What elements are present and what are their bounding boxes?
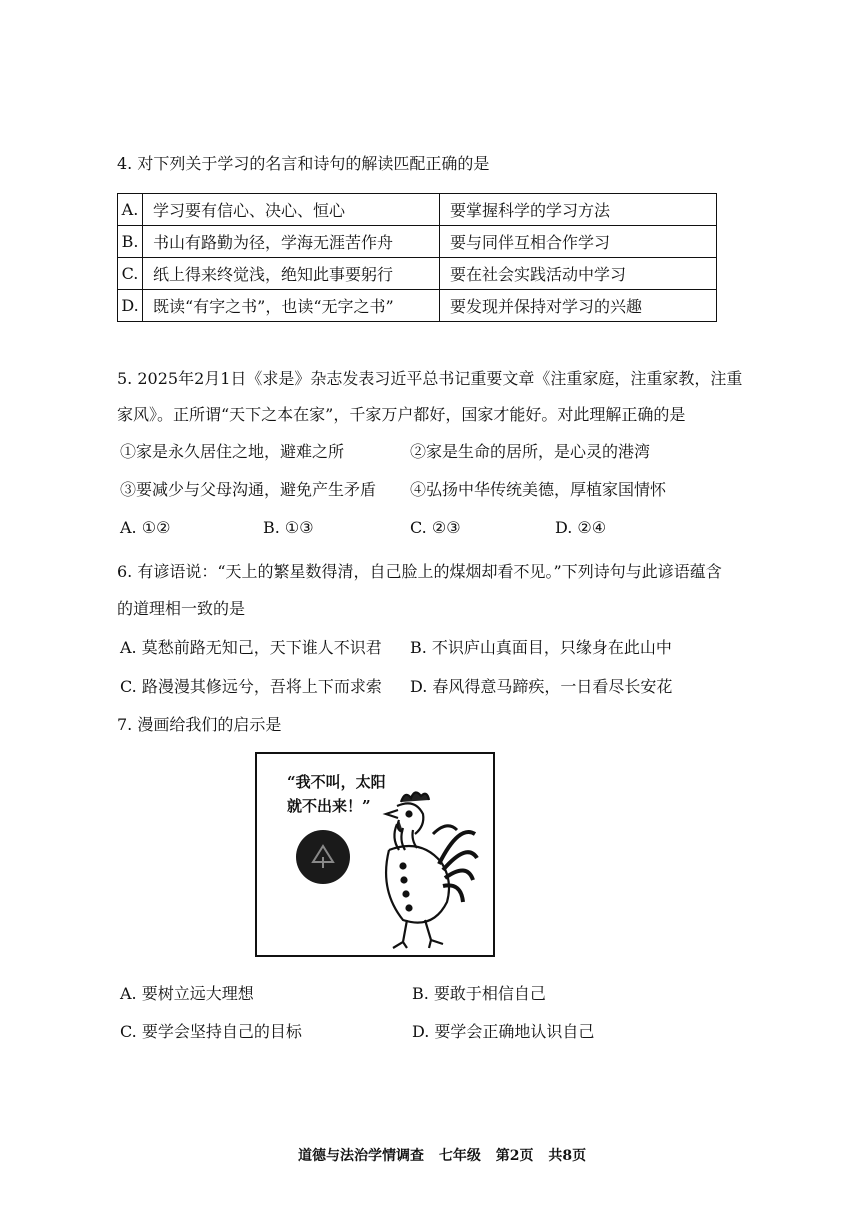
q4-row-interpretation: 要在社会实践活动中学习 [440, 258, 717, 290]
q4-row-interpretation: 要发现并保持对学习的兴趣 [440, 290, 717, 322]
q4-stem: 4. 对下列关于学习的名言和诗句的解读匹配正确的是 [117, 154, 490, 173]
q6-option-b[interactable]: B. 不识庐山真面目，只缘身在此山中 [410, 638, 672, 657]
rooster-illustration [257, 754, 493, 955]
footer-page-number: 第2页 [495, 1148, 534, 1164]
q6-option-d[interactable]: D. 春风得意马蹄疾，一日看尽长安花 [410, 677, 673, 696]
table-row [118, 290, 717, 322]
q5-stem-line1: 5. 2025年2月1日《求是》杂志发表习近平总书记重要文章《注重家庭，注重家教，注重 [117, 369, 743, 388]
q5-statement-4: ④弘扬中华传统美德，厚植家国情怀 [410, 480, 667, 499]
q5-statement-2: ②家是生命的居所，是心灵的港湾 [410, 442, 651, 461]
q5-option-b[interactable]: B. ①③ [263, 518, 314, 537]
q5-statement-1: ①家是永久居住之地，避难之所 [120, 442, 345, 461]
q4-row-interpretation: 要掌握科学的学习方法 [440, 194, 717, 226]
rooster-icon [386, 792, 477, 948]
q5-option-a[interactable]: A. ①② [120, 518, 171, 537]
q5-option-d[interactable]: D. ②④ [555, 518, 607, 537]
q4-row-quote: 学习要有信心、决心、恒心 [143, 194, 440, 226]
q6-stem-line1: 6. 有谚语说：“天上的繁星数得清，自己脸上的煤烟却看不见。”下列诗句与此谚语蕴含 [117, 562, 722, 581]
sun-icon [296, 830, 350, 884]
q5-stem-line2: 家风》。正所谓“天下之本在家”，千家万户都好，国家才能好。对此理解正确的是 [117, 405, 686, 424]
q7-cartoon [255, 752, 495, 957]
q4-row-quote: 既读“有字之书”，也读“无字之书” [143, 290, 440, 322]
footer-exam-title: 道德与法治学情调查 [298, 1148, 424, 1164]
footer-total-pages: 共8页 [548, 1148, 587, 1164]
q5-statement-3: ③要减少与父母沟通，避免产生矛盾 [120, 480, 377, 499]
q7-option-a[interactable]: A. 要树立远大理想 [120, 984, 254, 1003]
cartoon-speech-line1: “我不叫，太阳 [287, 773, 386, 791]
q6-stem-line2: 的道理相一致的是 [117, 599, 246, 618]
cartoon-speech-line2: 就不出来！” [287, 797, 371, 815]
q6-option-c[interactable]: C. 路漫漫其修远兮，吾将上下而求索 [120, 677, 382, 696]
footer-grade: 七年级 [438, 1148, 481, 1164]
q4-row-option: A. [118, 194, 143, 226]
table-row [118, 194, 717, 226]
table-row [118, 258, 717, 290]
q7-stem: 7. 漫画给我们的启示是 [117, 715, 282, 734]
q4-row-quote: 纸上得来终觉浅，绝知此事要躬行 [143, 258, 440, 290]
q5-option-c[interactable]: C. ②③ [410, 518, 461, 537]
q4-row-option: D. [118, 290, 143, 322]
q7-option-d[interactable]: D. 要学会正确地认识自己 [412, 1022, 595, 1041]
table-row [118, 226, 717, 258]
q7-option-c[interactable]: C. 要学会坚持自己的目标 [120, 1022, 302, 1041]
q6-option-a[interactable]: A. 莫愁前路无知己，天下谁人不识君 [120, 638, 382, 657]
q7-option-b[interactable]: B. 要敢于相信自己 [412, 984, 546, 1003]
q4-row-option: C. [118, 258, 143, 290]
q4-row-interpretation: 要与同伴互相合作学习 [440, 226, 717, 258]
q4-row-option: B. [118, 226, 143, 258]
q4-row-quote: 书山有路勤为径，学海无涯苦作舟 [143, 226, 440, 258]
page-footer [298, 1145, 596, 1165]
q4-match-table [117, 193, 717, 322]
